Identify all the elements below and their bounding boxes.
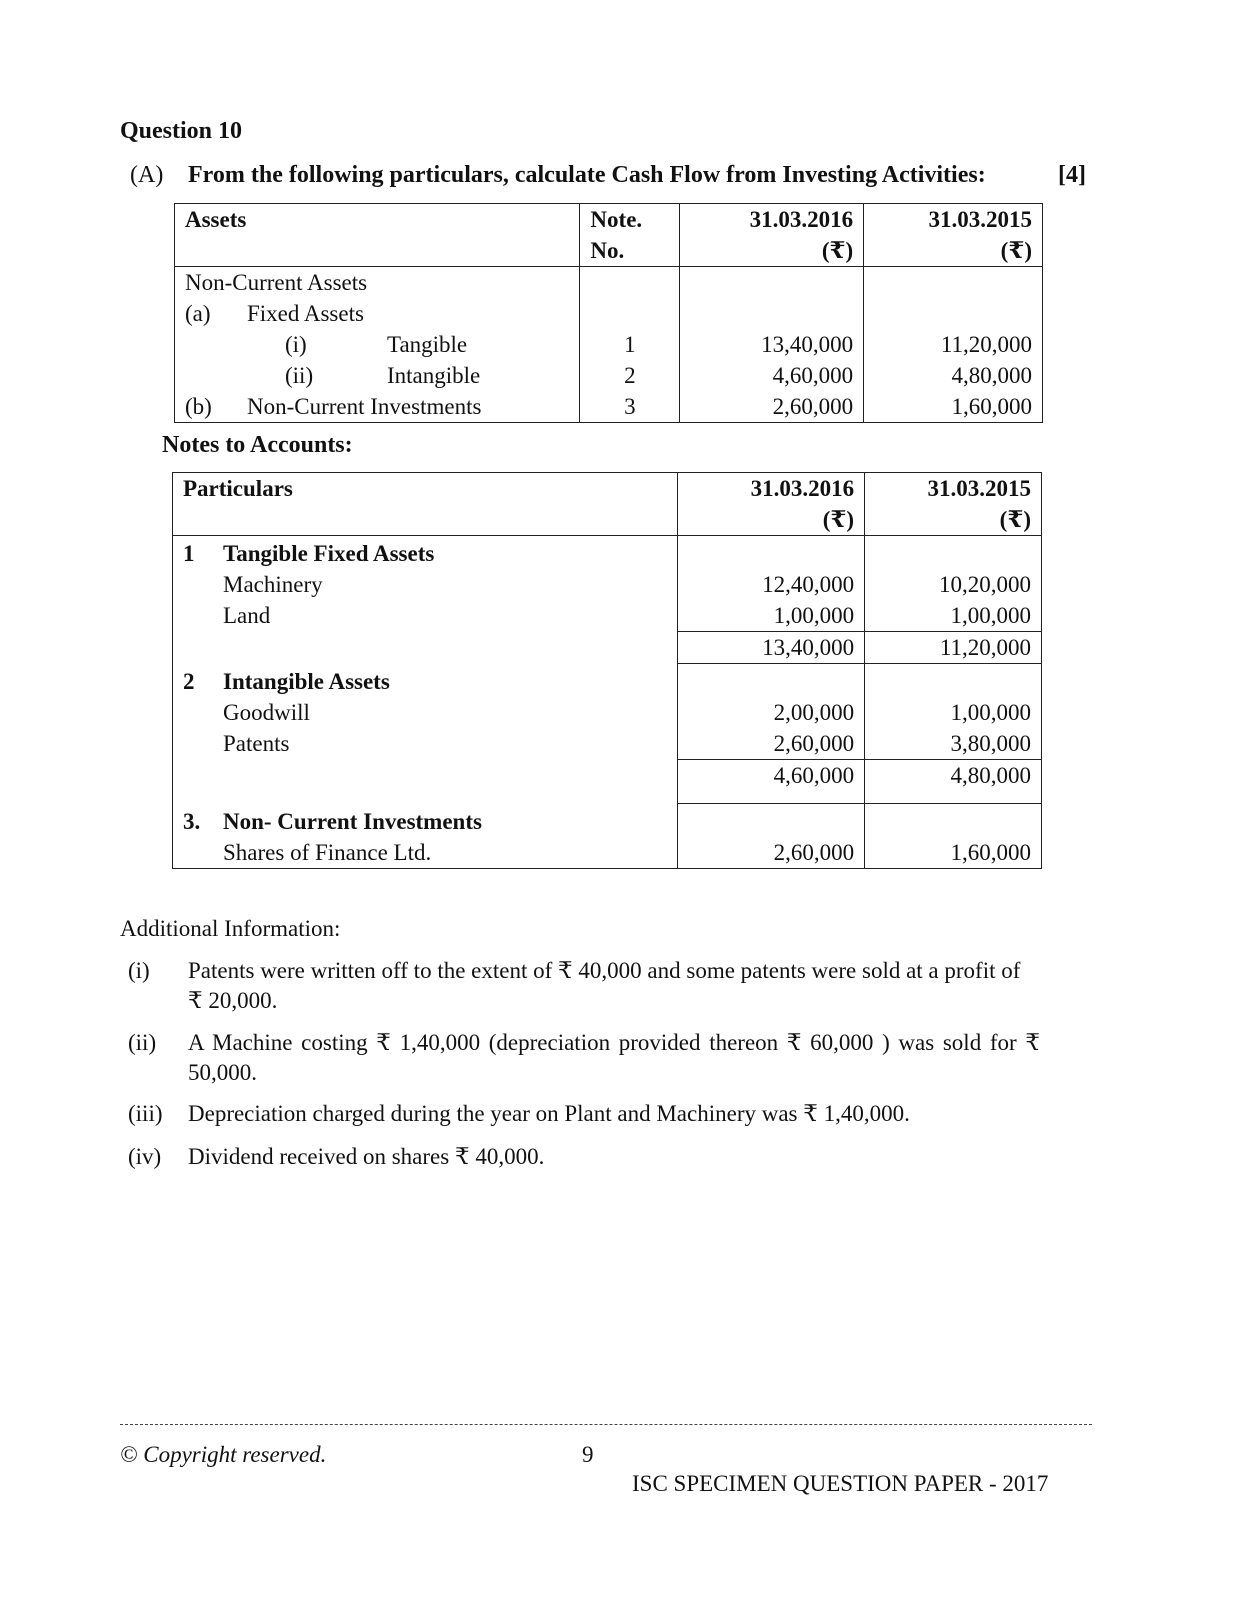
- marks-badge: [4]: [1058, 162, 1086, 188]
- assets-header-2016: [680, 204, 864, 267]
- notes-table: [172, 472, 1042, 869]
- header-2015-unit: (₹): [1000, 238, 1032, 263]
- note3-heading: 3. Non- Current Investments: [183, 808, 482, 834]
- note-header-line2: No.: [590, 238, 625, 263]
- assets-header-row: [175, 204, 1043, 267]
- note2-item2-2015: 3,80,000: [950, 731, 1031, 756]
- notes-header-2016: [678, 473, 865, 536]
- note1-labels: [173, 536, 678, 664]
- additional-item-2-num: (ii): [128, 1030, 157, 1055]
- note3-labels: [173, 804, 678, 869]
- tangible-2016: 13,40,000: [761, 332, 854, 357]
- page-number: 9: [582, 1442, 594, 1467]
- note3-2015: [865, 804, 1042, 869]
- note1-item2: Land: [223, 603, 271, 628]
- note1-item1-2015: 10,20,000: [939, 572, 1031, 597]
- additional-item-1-text: Patents were written off to the extent of ₹ 40,000 and some patents were sold at a profit of ₹ 20,000.: [188, 958, 1021, 1013]
- note-header-line1: Note.: [590, 207, 643, 232]
- note1-item2-2016: 1,00,000: [773, 603, 855, 628]
- assets-notes-cell: [580, 267, 680, 423]
- note3-2016: [678, 804, 865, 869]
- nci-2016: 2,60,000: [772, 394, 854, 419]
- note3-item1-2016: 2,60,000: [773, 840, 855, 865]
- notes-header-2015-date: 31.03.2015: [927, 476, 1031, 501]
- note2-item1-2015: 1,00,000: [950, 700, 1031, 725]
- footer-divider: [120, 1424, 1092, 1425]
- nci-2015: 1,60,000: [951, 394, 1032, 419]
- intangible-row-label: (ii) Intangible: [285, 363, 481, 388]
- note1-item2-2015: 1,00,000: [950, 603, 1031, 628]
- copyright-notice: © Copyright reserved.: [120, 1442, 327, 1467]
- fixed-assets-row: (a) Fixed Assets: [185, 301, 364, 326]
- intangible-2016: 4,60,000: [772, 363, 854, 388]
- notes-header-2015-unit: (₹): [999, 507, 1031, 532]
- note1-item1-2016: 12,40,000: [762, 572, 855, 597]
- notes-header-2016-date: 31.03.2016: [750, 476, 855, 501]
- note2-labels: [173, 664, 678, 804]
- note1-total-2015: 11,20,000: [865, 631, 1041, 663]
- note2-2016: [678, 664, 865, 804]
- tangible-note: 1: [624, 332, 636, 357]
- note1-row: [173, 536, 1042, 664]
- notes-header-2015: [865, 473, 1042, 536]
- intangible-2015: 4,80,000: [951, 363, 1032, 388]
- additional-item-4-text: Dividend received on shares ₹ 40,000.: [188, 1144, 545, 1169]
- tangible-row-label: (i) Tangible: [285, 332, 468, 357]
- question-title: Question 10: [120, 118, 243, 144]
- note1-total-2016: 13,40,000: [678, 631, 864, 663]
- assets-body-row: [175, 267, 1043, 423]
- note2-item2: Patents: [223, 730, 290, 756]
- part-label: (A): [130, 162, 164, 188]
- intangible-note: 2: [624, 363, 636, 388]
- note2-2015: [865, 664, 1042, 804]
- note1-2015: [865, 536, 1042, 664]
- header-2015-date: 31.03.2015: [928, 207, 1032, 232]
- additional-item-4: [120, 1142, 1040, 1172]
- header-2016-date: 31.03.2016: [749, 207, 854, 232]
- additional-item-2: [120, 1028, 1040, 1088]
- assets-header-2015: [864, 204, 1043, 267]
- additional-item-3-num: (iii): [128, 1101, 163, 1126]
- assets-2016-cell: [680, 267, 864, 423]
- additional-info-title: Additional Information:: [120, 916, 341, 941]
- additional-item-1-num: (i): [128, 958, 150, 983]
- note1-2016: [678, 536, 865, 664]
- tangible-2015: 11,20,000: [940, 332, 1032, 357]
- note2-item2-2016: 2,60,000: [773, 731, 855, 756]
- assets-2015-cell: [864, 267, 1043, 423]
- nci-note: 3: [624, 394, 636, 419]
- note3-row: [173, 804, 1042, 869]
- additional-item-3: [120, 1099, 1040, 1129]
- note3-item1: Shares of Finance Ltd.: [223, 839, 432, 865]
- nci-row-label: (b) Non-Current Investments: [185, 394, 482, 419]
- question-instruction: From the following particulars, calculate Cash Flow from Investing Activities:: [188, 162, 986, 188]
- additional-item-4-num: (iv): [128, 1144, 162, 1169]
- note3-item1-2015: 1,60,000: [950, 840, 1031, 865]
- additional-item-2-text: A Machine costing ₹ 1,40,000 (depreciation provided thereon ₹ 60,000 ) was sold for ₹ 50,000.: [188, 1030, 1040, 1085]
- assets-labels-cell: [175, 267, 580, 423]
- notes-title: Notes to Accounts:: [162, 432, 353, 458]
- notes-header-row: [173, 473, 1042, 536]
- additional-item-3-text: Depreciation charged during the year on Plant and Machinery was ₹ 1,40,000.: [188, 1101, 910, 1126]
- assets-table: [174, 203, 1043, 423]
- notes-header-2016-unit: (₹): [822, 507, 855, 532]
- assets-header-assets: Assets: [175, 204, 580, 267]
- note1-heading: 1 Tangible Fixed Assets: [183, 541, 435, 566]
- note2-row: [173, 664, 1042, 804]
- note2-heading: 2 Intangible Assets: [183, 668, 390, 694]
- header-2016-unit: (₹): [821, 238, 854, 263]
- paper-name: ISC SPECIMEN QUESTION PAPER - 2017: [632, 1471, 1049, 1496]
- note1-item1: Machinery: [223, 572, 323, 597]
- note2-total-2016: 4,60,000: [678, 759, 864, 791]
- note2-total-2015: 4,80,000: [865, 759, 1041, 791]
- note2-item1-2016: 2,00,000: [773, 700, 855, 725]
- additional-item-1: [120, 956, 1040, 1016]
- notes-header-particulars: Particulars: [173, 473, 678, 536]
- section-label: Non-Current Assets: [185, 270, 368, 295]
- assets-header-note: [580, 204, 680, 267]
- note2-item1: Goodwill: [223, 699, 310, 725]
